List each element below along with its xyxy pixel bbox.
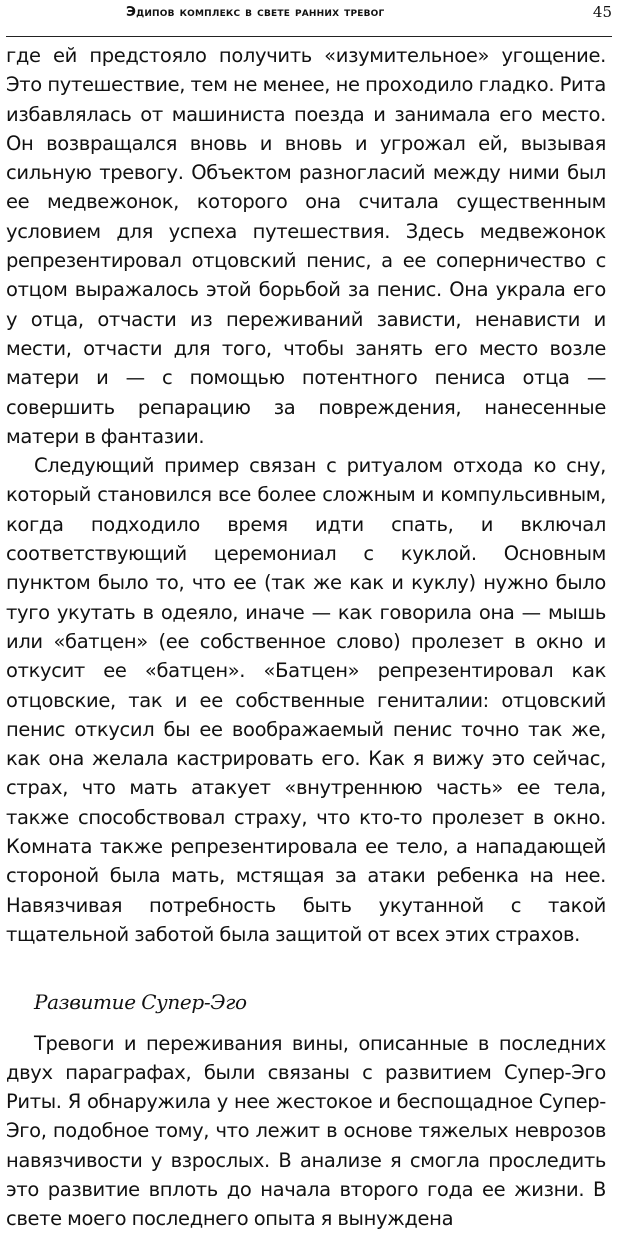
paragraph-superego: Тревоги и переживания вины, описанные в последних двух параграфах, были связаны с развитием Супер-Эго Риты. Я обнаружила у нее жестокое и беспощадное Супер-Эго, подобное тому, что лежит в основе тяжелых неврозов навязчивости у взрослых. В анализе я смогла проследить это развитие вплоть до начала второго года ее жизни. В свете моего последнего опыта я вынуждена: [6, 1031, 606, 1231]
page-number: 45: [592, 3, 612, 21]
section-title: Развитие Супер-Эго: [34, 990, 247, 1015]
paragraph-continued: где ей предстояло получить «изумительное» угощение. Это путешествие, тем не менее, не проходило гладко. Рита избавлялась от машиниста поезда и занимала его место. Он возвращался вновь и вновь и угрожал ей, вызывая сильную тревогу. Объектом разногласий между ними был ее медвежонок, которого она считала существенным условием для успеха путешествия. Здесь медвежонок репрезентировал отцовский пенис, а ее соперничество с отцом выражалось этой борьбой за пенис. Она украла его у отца, отчасти из переживаний зависти, ненависти и мести, отчасти для того, чтобы занять его место возле матери и — с помощью потентного пениса отца — совершить репарацию за повреждения, нанесенные матери в фантазии.: [6, 44, 606, 448]
page-body: [6, 41, 606, 1234]
running-title: Эдипов комплекс в свете ранних тревог: [126, 4, 385, 20]
running-header: [6, 0, 612, 37]
paragraph-bedtime-ritual: Следующий пример связан с ритуалом отхода ко сну, который становился все более сложным и компульсивным, когда подходило время идти спать, и включал соответствующий церемониал с куклой. Основным пунктом было то, что ее (так же как и куклу) нужно было туго укутать в одеяло, иначе — как говорила она — мышь или «батцен» (ее собственное слово) пролезет в окно и откусит ее «батцен». «Батцен» репрезентировал как отцовские, так и ее собственные гениталии: отцовский пенис откусил бы ее воображаемый пенис точно так же, как она желала кастрировать его. Как я вижу это сейчас, страх, что мать атакует «внутреннюю часть» ее тела, также способствовал страху, что кто-то пролезет в окно. Комната также репрезентировала ее тело, а нападающей стороной была мать, мстящая за атаки ребенка на нее. Навязчивая потребность быть укутанной с такой тщательной заботой была защитой от всех этих страхов.: [6, 454, 606, 946]
